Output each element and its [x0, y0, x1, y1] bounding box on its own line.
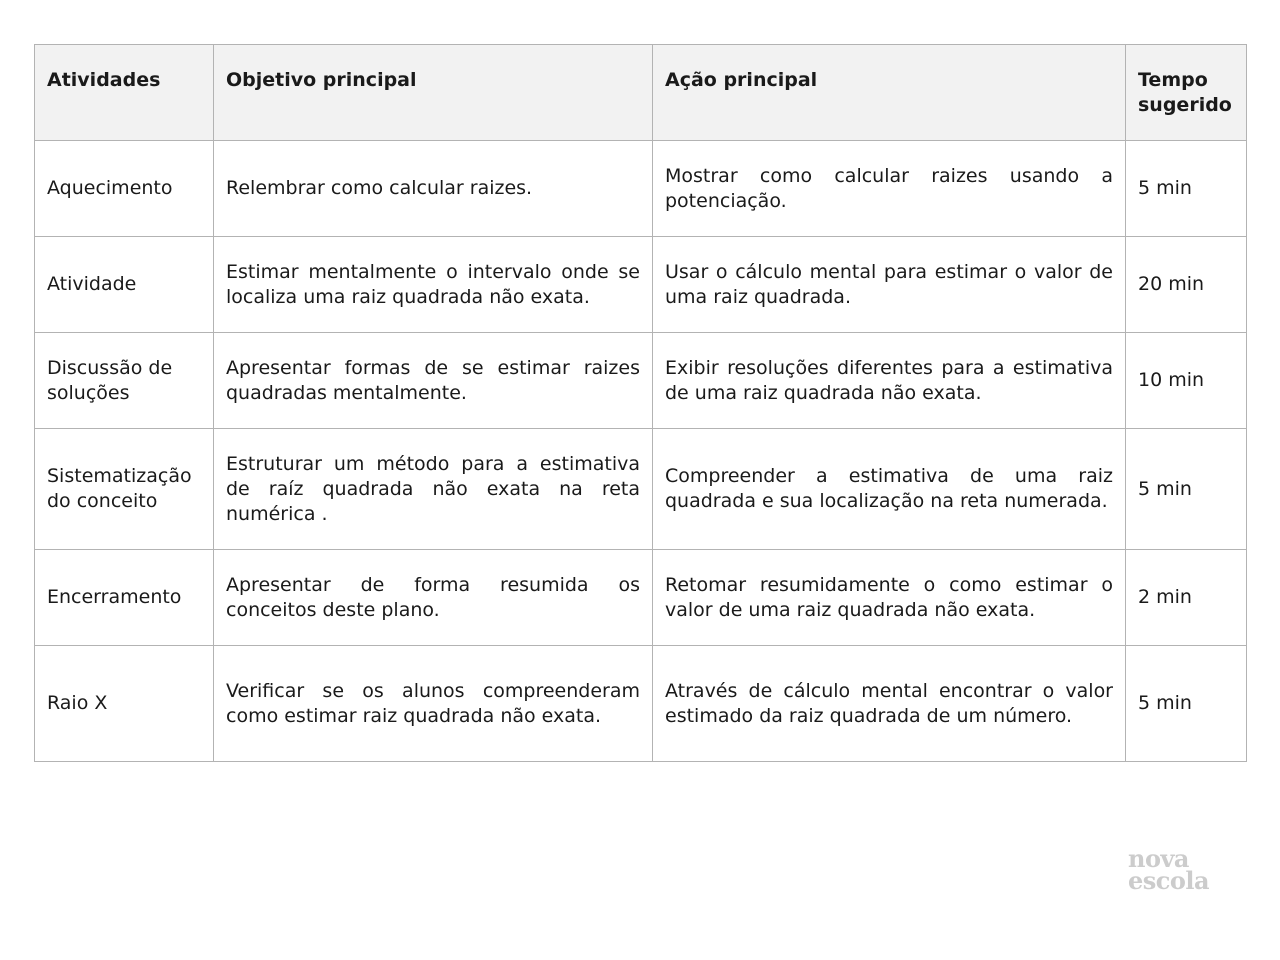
cell-atividade: Atividade: [35, 237, 214, 333]
cell-tempo: 5 min: [1126, 429, 1247, 550]
table-header-row: [35, 45, 1247, 141]
cell-atividade: Raio X: [35, 646, 214, 762]
cell-acao: Exibir resoluções diferentes para a estimativa de uma raiz quadrada não exata.: [653, 333, 1126, 429]
table-row: [35, 141, 1247, 237]
cell-acao: Retomar resumidamente o como estimar o valor de uma raiz quadrada não exata.: [653, 550, 1126, 646]
header-objetivo: Objetivo principal: [214, 45, 653, 141]
table-row: [35, 237, 1247, 333]
nova-escola-logo: [1128, 844, 1210, 895]
cell-atividade: Aquecimento: [35, 141, 214, 237]
cell-objetivo: Relembrar como calcular raizes.: [214, 141, 653, 237]
cell-acao: Através de cálculo mental encontrar o valor estimado da raiz quadrada de um número.: [653, 646, 1126, 762]
cell-objetivo: Estruturar um método para a estimativa de raíz quadrada não exata na reta numérica .: [214, 429, 653, 550]
cell-tempo: 10 min: [1126, 333, 1247, 429]
cell-atividade: Sistematização do conceito: [35, 429, 214, 550]
logo-line-escola: escola: [1128, 866, 1210, 895]
table-row: [35, 429, 1247, 550]
logo-line-nova: nova: [1128, 844, 1189, 873]
cell-tempo: 20 min: [1126, 237, 1247, 333]
cell-tempo: 5 min: [1126, 141, 1247, 237]
lesson-plan-table: [34, 44, 1247, 762]
header-tempo: Tempo sugerido: [1126, 45, 1247, 141]
cell-acao: Compreender a estimativa de uma raiz quadrada e sua localização na reta numerada.: [653, 429, 1126, 550]
cell-tempo: 2 min: [1126, 550, 1247, 646]
table-row: [35, 333, 1247, 429]
header-acao: Ação principal: [653, 45, 1126, 141]
cell-atividade: Encerramento: [35, 550, 214, 646]
cell-objetivo: Verificar se os alunos compreenderam como estimar raiz quadrada não exata.: [214, 646, 653, 762]
table-row: [35, 646, 1247, 762]
cell-objetivo: Apresentar de forma resumida os conceitos deste plano.: [214, 550, 653, 646]
cell-tempo: 5 min: [1126, 646, 1247, 762]
cell-acao: Mostrar como calcular raizes usando a potenciação.: [653, 141, 1126, 237]
header-atividades: Atividades: [35, 45, 214, 141]
table-row: [35, 550, 1247, 646]
cell-objetivo: Apresentar formas de se estimar raizes quadradas mentalmente.: [214, 333, 653, 429]
cell-acao: Usar o cálculo mental para estimar o valor de uma raiz quadrada.: [653, 237, 1126, 333]
cell-objetivo: Estimar mentalmente o intervalo onde se localiza uma raiz quadrada não exata.: [214, 237, 653, 333]
cell-atividade: Discussão de soluções: [35, 333, 214, 429]
